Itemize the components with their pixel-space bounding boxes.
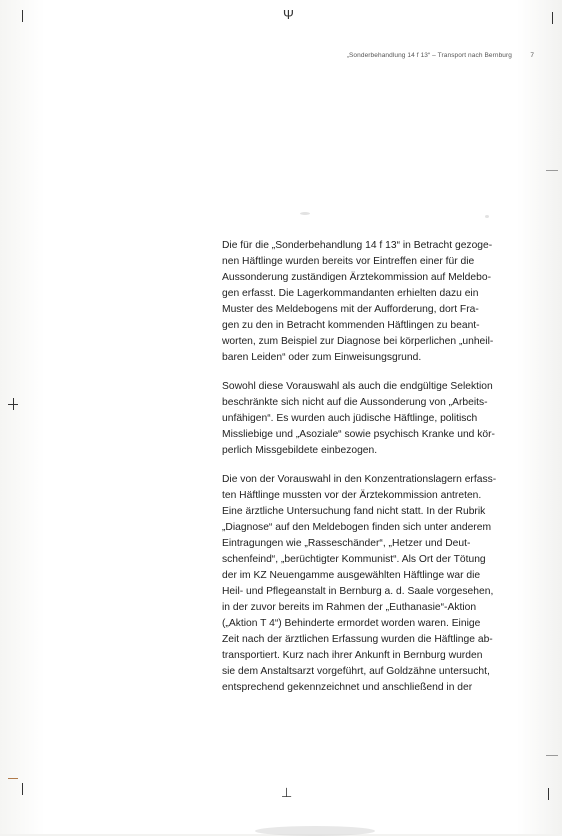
crop-mark-right-lower (546, 755, 558, 756)
crop-mark-right-upper (546, 170, 558, 171)
text-line: nen Häftlinge wurden bereits vor Eintreffen einer für die (222, 256, 475, 267)
text-line: beschränkte sich nicht auf die Aussonderung von „Arbeits- (222, 397, 488, 408)
crop-mark-bottom-left-h (8, 778, 18, 779)
text-line: worten, zum Beispiel zur Diagnose bei körperlichen „unheil- (222, 336, 494, 347)
registration-mark-top: Ψ (283, 7, 294, 22)
running-head: „Sonderbehandlung 14 f 13“ – Transport nach Bernburg (346, 52, 512, 59)
text-line: „Diagnose“ auf den Meldebogen finden sich unter anderem (222, 522, 492, 533)
scan-smudge (485, 215, 489, 218)
text-line: entsprechend gekennzeichnet und anschließend in der (222, 682, 473, 693)
text-line: gen zu den in Betracht kommenden Häftlingen zu beant- (222, 320, 480, 331)
text-line: Sowohl diese Vorauswahl als auch die endgültige Selektion (222, 381, 493, 392)
text-line: der im KZ Neuengamme ausgewählten Häftlinge war die (222, 570, 481, 581)
paragraph-2 (222, 379, 518, 459)
paragraph-1 (222, 238, 518, 366)
crop-mark-bottom-right (548, 788, 549, 800)
text-line: ten Häftlinge mussten vor der Ärztekommission antreten. (222, 490, 482, 501)
text-line: transportiert. Kurz nach ihrer Ankunft in Bernburg wurden (222, 650, 483, 661)
paragraph-3 (222, 472, 518, 696)
text-line: gen erfasst. Die Lagerkommandanten erhielten dazu ein (222, 288, 479, 299)
text-line: („Aktion T 4“) Behinderte ermordet worden waren. Einige (222, 618, 481, 629)
text-line: sie dem Anstaltsarzt vorgeführt, auf Goldzähne untersucht, (222, 666, 490, 677)
crop-mark-top-right (552, 12, 553, 24)
text-line: unfähigen“. Es wurden auch jüdische Häftlinge, politisch (222, 413, 478, 424)
text-line: Heil- und Pflegeanstalt in Bernburg a. d. Saale vorgesehen, (222, 586, 494, 597)
page-number: 7 (530, 52, 534, 59)
text-line: schenfeind“, „berüchtigter Kommunist“. Als Ort der Tötung (222, 554, 486, 565)
text-line: perlich Missgebildete einbezogen. (222, 445, 378, 456)
scan-smudge (300, 212, 310, 215)
crop-mark-left-middle-v (13, 398, 14, 410)
registration-mark-bottom: ⊥ (281, 785, 293, 800)
text-line: Missliebige und „Asoziale“ sowie psychisch Kranke und kör- (222, 429, 495, 440)
scan-smudge-bottom (255, 826, 375, 836)
text-line: Eine ärztliche Untersuchung fand nicht statt. In der Rubrik (222, 506, 486, 517)
text-line: baren Leiden“ oder zum Einweisungsgrund. (222, 352, 422, 363)
text-line: Muster des Meldebogens mit der Aufforderung, dort Fra- (222, 304, 479, 315)
text-line: Die von der Vorauswahl in den Konzentrationslagern erfass- (222, 474, 497, 485)
text-line: Zeit nach der ärztlichen Erfassung wurden die Häftlinge ab- (222, 634, 493, 645)
text-line: in der zuvor bereits im Rahmen der „Euthanasie“-Aktion (222, 602, 477, 613)
crop-mark-bottom-left (22, 783, 23, 795)
text-line: Aussonderung zuständigen Ärztekommission auf Meldebo- (222, 272, 492, 283)
crop-mark-top-left (22, 10, 23, 22)
body-text (222, 238, 518, 709)
text-line: Eintragungen wie „Rasseschänder“, „Hetzer und Deut- (222, 538, 471, 549)
text-line: Die für die „Sonderbehandlung 14 f 13“ in Betracht gezoge- (222, 240, 493, 251)
